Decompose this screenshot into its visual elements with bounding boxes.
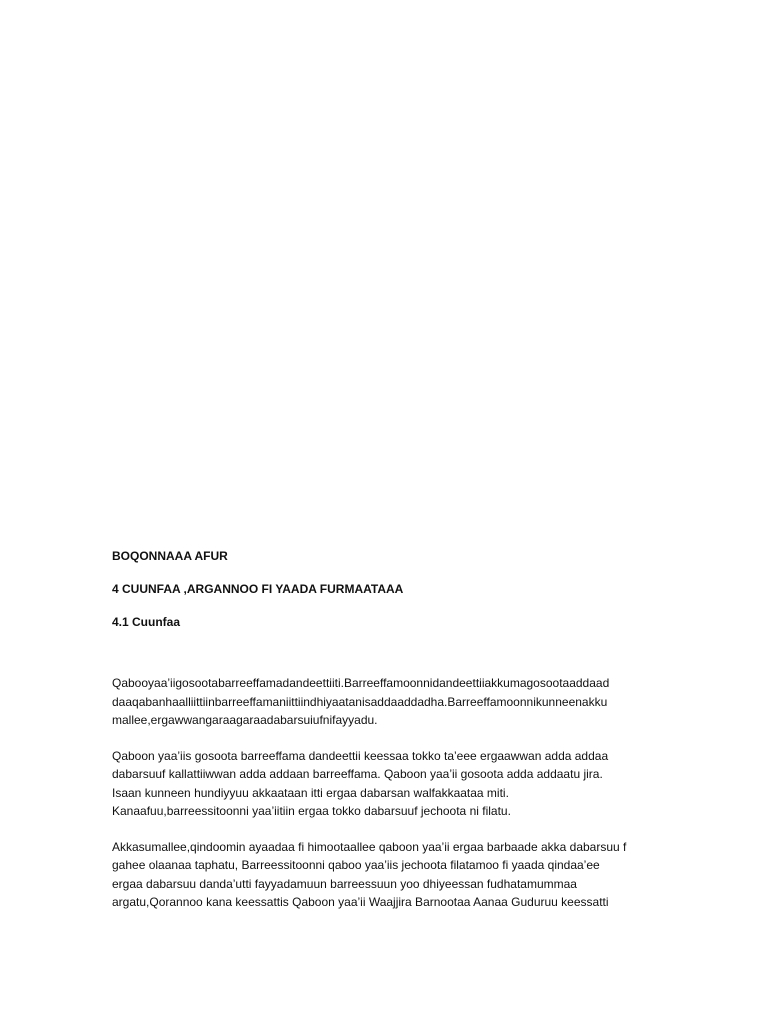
chapter-heading: BOQONNAAA AFUR: [112, 549, 228, 563]
paragraph-line: Qabooyaa’iigosootabarreeffamadandeettiiti.Barreeffamoonnidandeettiiakkumagosootaaddaad: [112, 676, 610, 690]
document-body: [112, 548, 660, 929]
paragraph-line: daaqabanhaalliittiinbarreeffamaniittiindhiyaatanisaddaaddadha.Barreeffamoonnikunneenakku: [112, 694, 608, 709]
paragraph-2: [112, 747, 660, 821]
paragraph-line: ergaa dabarsuu danda’utti fayyadamuun barreessuun yoo dhiyeessan fudhatamummaa: [112, 876, 577, 891]
paragraph-line: Akkasumallee,qindoomin ayaadaa fi himootaallee qaboon yaa’ii ergaa barbaade akka dabarsuu f: [112, 839, 627, 854]
paragraph-line: dabarsuuf kallattiiwwan adda addaan barreeffama. Qaboon yaa’ii gosoota adda addaatu jira.: [112, 767, 603, 781]
paragraph-3: [112, 838, 660, 912]
subsection-heading: 4.1 Cuunfaa: [112, 615, 181, 629]
paragraph-1: [112, 674, 660, 730]
paragraph-line: mallee,ergawwangaraagaraadabarsuiufnifayyadu.: [112, 713, 378, 727]
paragraph-line: Isaan kunneen hundiyyuu akkaataan itti ergaa dabarsan walfakkaataa miti.: [112, 785, 509, 800]
section-heading: 4 CUUNFAA ,ARGANNOO FI YAADA FURMAATAAA: [112, 582, 404, 596]
paragraph-line: argatu,Qorannoo kana keessattis Qaboon yaa’ii Waajjira Barnootaa Aanaa Guduruu keessatti: [112, 895, 609, 909]
paragraph-line: Qaboon yaa’iis gosoota barreeffama dandeettii keessaa tokko ta’eee ergaawwan adda addaa: [112, 748, 609, 763]
paragraph-line: Kanaafuu,barreessitoonni yaa’iitiin ergaa tokko dabarsuuf jechoota ni filatu.: [112, 804, 511, 818]
paragraph-line: gahee olaanaa taphatu, Barreessitoonni qaboo yaa’iis jechoota filatamoo fi yaada qindaa’ee: [112, 858, 600, 872]
